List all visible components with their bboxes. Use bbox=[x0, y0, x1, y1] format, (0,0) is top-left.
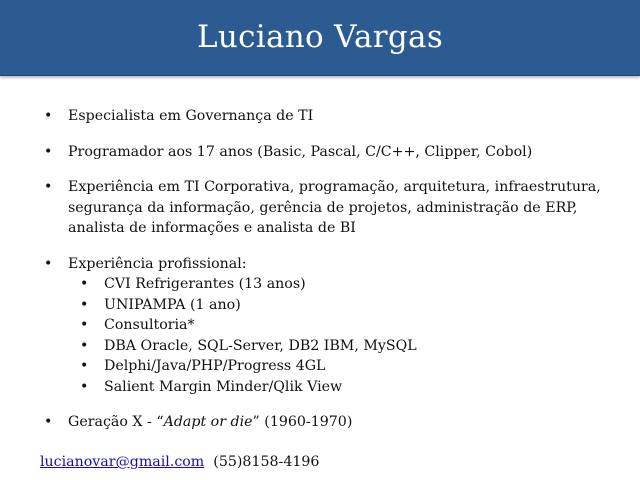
bullet-icon: • bbox=[44, 143, 53, 160]
phone-number: (55)8158-4196 bbox=[213, 454, 320, 470]
bullet-text: Programador aos 17 anos (Basic, Pascal, C/C++, Clipper, Cobol) bbox=[68, 143, 533, 160]
bullet-item-programmer bbox=[40, 142, 620, 163]
email-link[interactable]: lucianovar@gmail.com bbox=[40, 454, 205, 470]
bullet-icon: • bbox=[80, 358, 89, 374]
bullet-text: Especialista em Governança de TI bbox=[68, 108, 314, 124]
sub-bullet-text: Consultoria* bbox=[104, 317, 195, 333]
sub-bullet-item bbox=[40, 336, 620, 357]
contact-line bbox=[40, 452, 319, 472]
bullet-icon: • bbox=[80, 317, 89, 333]
bullet-text-line: analista de informações e analista de BI bbox=[68, 220, 356, 236]
sub-bullet-text: DBA Oracle, SQL-Server, DB2 IBM, MySQL bbox=[104, 337, 417, 354]
generation-prefix: Geração X - “ bbox=[68, 414, 164, 430]
bullet-text-line: Experiência em TI Corporativa, programação, arquitetura, infraestrutura, bbox=[68, 179, 601, 195]
sub-bullet-text: UNIPAMPA (1 ano) bbox=[104, 296, 241, 313]
generation-suffix: ” (1960-1970) bbox=[252, 414, 353, 430]
sub-bullet-item bbox=[40, 377, 620, 398]
bullet-icon: • bbox=[80, 337, 89, 354]
sub-bullet-item bbox=[40, 315, 620, 336]
bullet-text-line: segurança da informação, gerência de projetos, administração de ERP, bbox=[68, 199, 578, 216]
sub-bullet-text: CVI Refrigerantes (13 anos) bbox=[104, 276, 306, 292]
bullet-icon: • bbox=[80, 276, 89, 292]
sub-bullet-text: Delphi/Java/PHP/Progress 4GL bbox=[104, 358, 326, 374]
generation-quote: Adapt or die bbox=[163, 414, 253, 430]
bullet-list bbox=[40, 106, 620, 433]
sub-bullet-text: Salient Margin Minder/Qlik View bbox=[104, 378, 343, 395]
bullet-icon: • bbox=[44, 414, 53, 430]
bullet-text: Experiência profissional: bbox=[68, 255, 247, 272]
bullet-icon: • bbox=[44, 255, 53, 272]
bullet-item-generation bbox=[40, 412, 620, 433]
sub-bullet-item bbox=[40, 356, 620, 377]
bullet-item-experience bbox=[40, 254, 620, 275]
bullet-item-corporate-it bbox=[40, 177, 620, 239]
sub-bullet-item bbox=[40, 295, 620, 316]
sub-bullet-item bbox=[40, 274, 620, 295]
bullet-item-governance bbox=[40, 106, 620, 127]
slide-title: Luciano Vargas bbox=[196, 19, 444, 55]
bullet-icon: • bbox=[44, 108, 53, 124]
bullet-icon: • bbox=[80, 296, 89, 313]
bullet-icon: • bbox=[44, 179, 53, 195]
bullet-icon: • bbox=[80, 378, 89, 395]
